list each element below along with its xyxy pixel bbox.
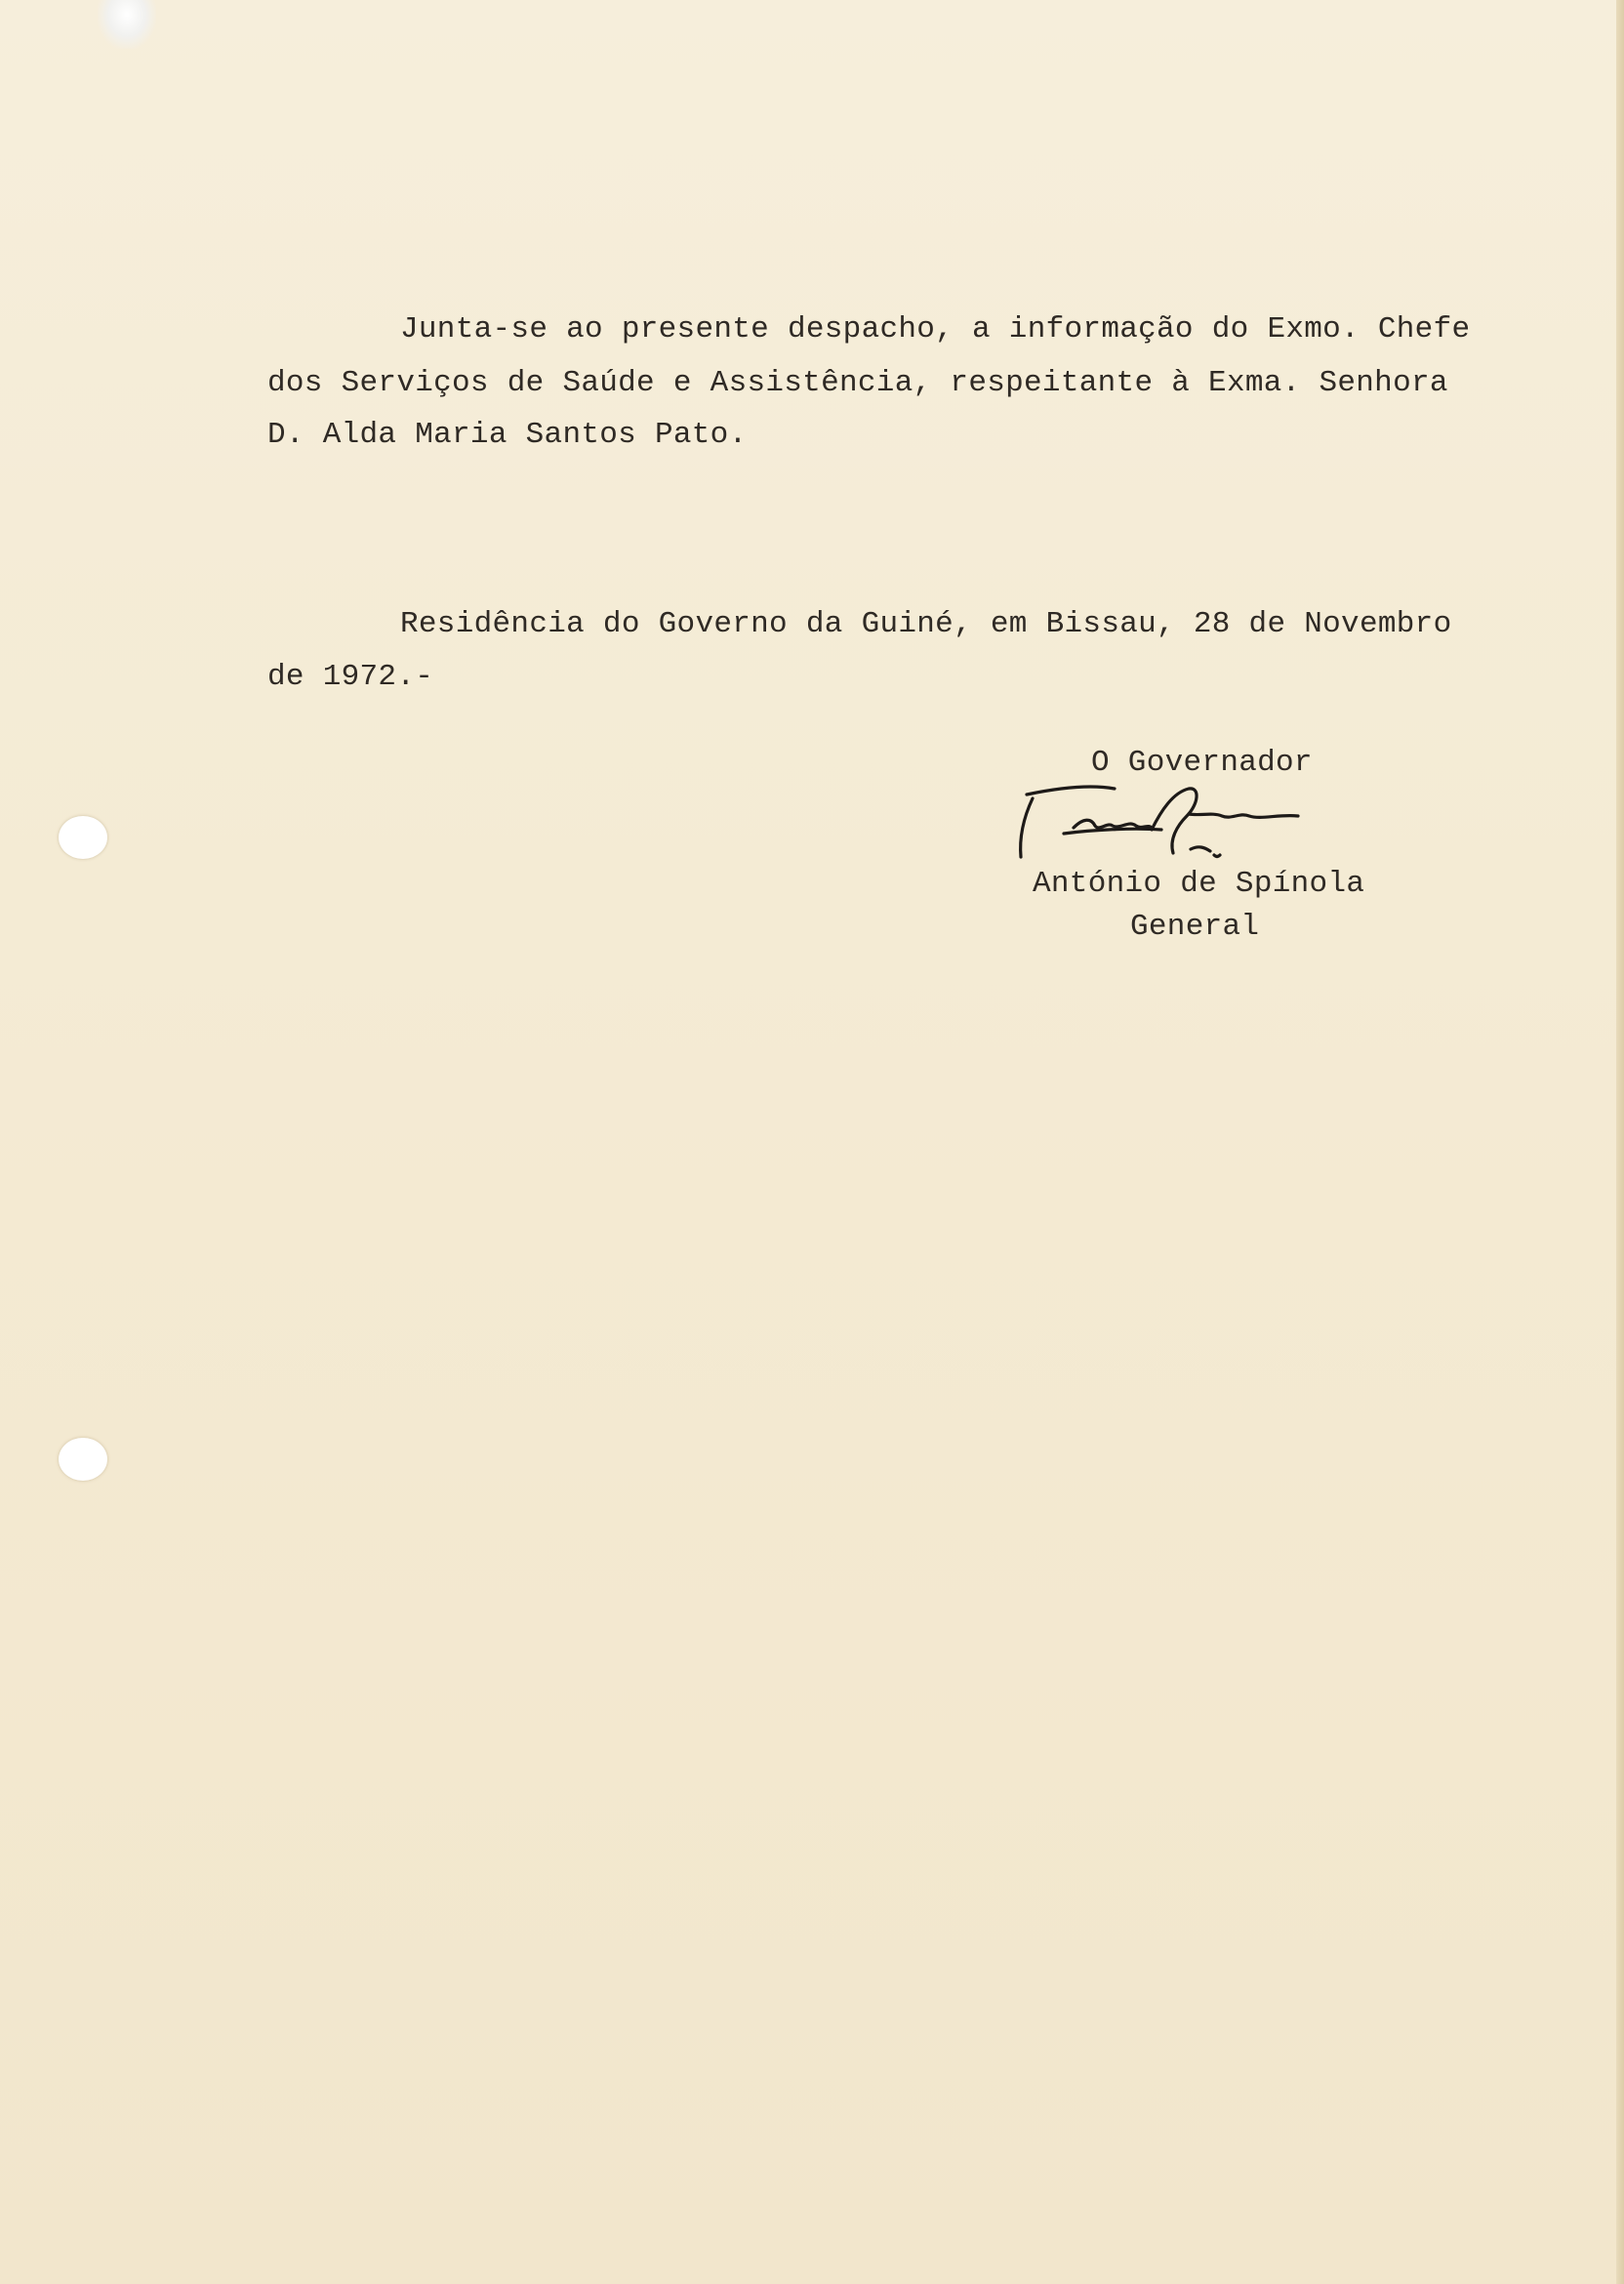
paragraph-1-line-1: Junta-se ao presente despacho, a informação do Exmo. Chefe (400, 312, 1471, 347)
paragraph-1-line-2: dos Serviços de Saúde e Assistência, respeitante à Exma. Senhora (267, 366, 1448, 400)
punch-hole-top (59, 816, 107, 859)
page-edge (1616, 0, 1624, 2284)
signatory-title: O Governador (1091, 746, 1313, 780)
paragraph-1-line-3: D. Alda Maria Santos Pato. (267, 418, 748, 452)
handwritten-signature (1005, 771, 1327, 869)
punch-hole-bottom (59, 1438, 107, 1481)
signatory-rank: General (1130, 910, 1260, 944)
signatory-name: António de Spínola (1033, 867, 1365, 901)
date-line-1: Residência do Governo da Guiné, em Bissau, 28 de Novembro (400, 607, 1452, 641)
date-line-2: de 1972.- (267, 660, 434, 694)
torn-corner (98, 0, 156, 49)
